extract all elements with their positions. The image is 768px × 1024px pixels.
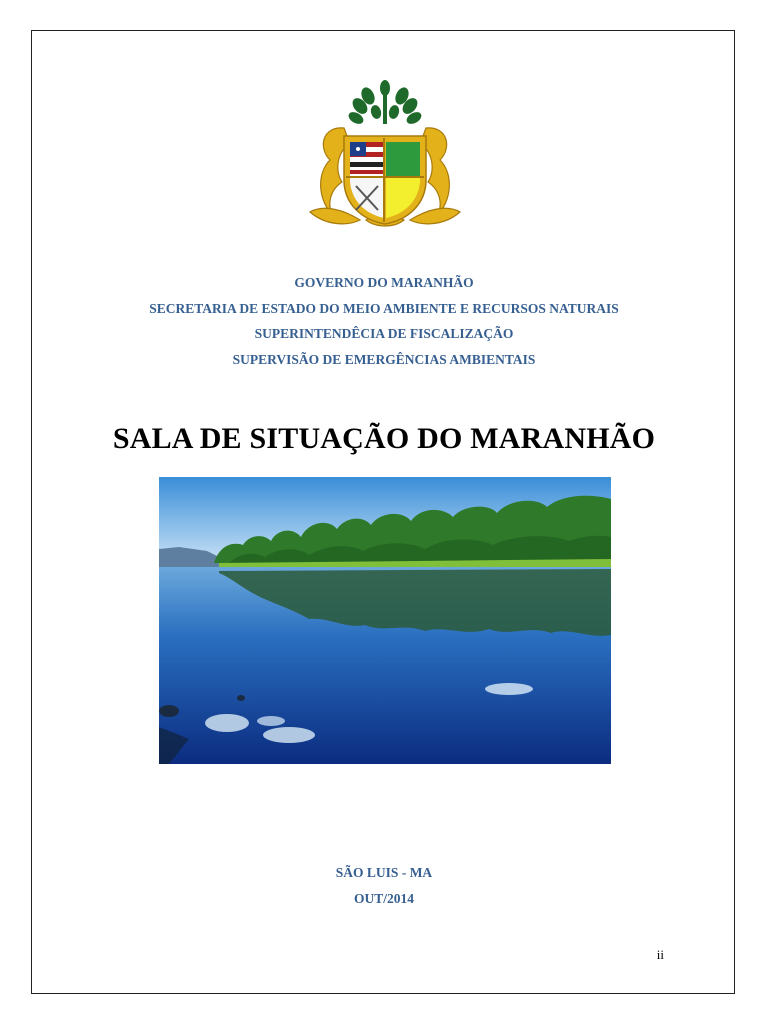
location-date-block bbox=[0, 860, 768, 912]
header-line-supervision: SUPERVISÃO DE EMERGÊNCIAS AMBIENTAIS bbox=[232, 351, 536, 367]
header-line-superintendence: SUPERINTENDÊCIA DE FISCALIZAÇÃO bbox=[254, 326, 514, 341]
document-title: SALA DE SITUAÇÃO DO MARANHÃO bbox=[112, 422, 656, 455]
lake-forest-photo bbox=[159, 477, 611, 764]
coat-of-arms-emblem bbox=[304, 78, 466, 230]
header-line-secretariat: SECRETARIA DE ESTADO DO MEIO AMBIENTE E RECURSOS NATURAIS bbox=[149, 300, 619, 316]
header-line-government: GOVERNO DO MARANHÃO bbox=[294, 275, 474, 290]
page-number: ii bbox=[656, 947, 664, 962]
date-label: OUT/2014 bbox=[353, 891, 414, 906]
shield bbox=[344, 136, 426, 224]
institution-header bbox=[0, 270, 768, 372]
laurel-crest bbox=[347, 80, 424, 126]
city-label: SÃO LUIS - MA bbox=[335, 865, 433, 880]
